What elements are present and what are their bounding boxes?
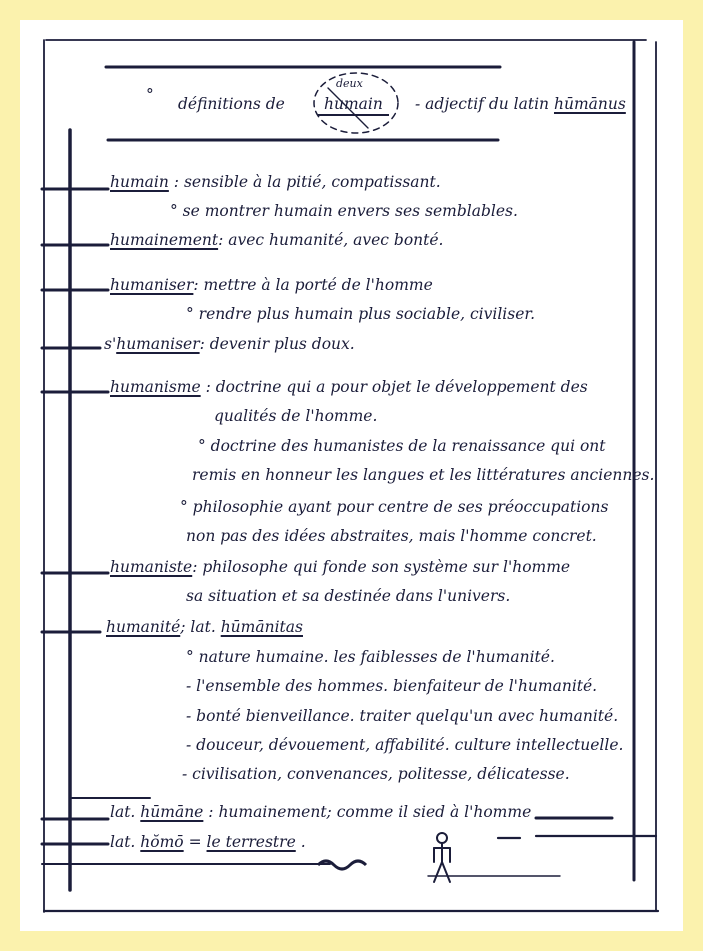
prefix-humane: lat. <box>110 803 136 821</box>
humanite-line-2: - l'ensemble des hommes. bienfaiteur de l'humanité. <box>186 677 598 695</box>
def-humain-1: : sensible à la pitié, compatissant. <box>173 173 441 191</box>
def-s-humaniser: : devenir plus doux. <box>199 335 355 353</box>
title-suffix-term: hūmānus <box>553 95 626 113</box>
stick-figure-icon <box>424 830 460 886</box>
eq-homo: = <box>188 833 202 851</box>
term-humaniser: humaniser <box>110 276 194 294</box>
def-homo: le terrestre <box>206 833 296 851</box>
latin-humanitas: hūmānitas <box>220 618 303 636</box>
def-humane: : humainement; comme il sied à l'homme <box>208 803 532 821</box>
title-bullet: ° <box>146 86 154 104</box>
entry-humanisme <box>110 377 588 397</box>
title-prefix: définitions de <box>178 95 285 113</box>
entry-s-humaniser <box>104 334 355 354</box>
def-humanisme-3: ° philosophie ayant pour centre de ses préoccupations <box>180 498 609 516</box>
def-humainement: : avec humanité, avec bonté. <box>218 231 444 249</box>
entry-humain <box>110 172 441 192</box>
humanite-line-5: - civilisation, convenances, politesse, délicatesse. <box>182 765 570 783</box>
def-homo-end: . <box>300 833 306 851</box>
humanite-line-1: ° nature humaine. les faiblesses de l'humanité. <box>186 648 555 666</box>
humanite-line-4: - douceur, dévouement, affabilité. culture intellectuelle. <box>186 736 624 754</box>
def-humain-2: ° se montrer humain envers ses semblables. <box>170 202 518 220</box>
def-humaniste-1: : philosophe qui fonde son système sur l'homme <box>192 558 571 576</box>
entry-humaniser <box>110 275 433 295</box>
def-humanisme-3b: non pas des idées abstraites, mais l'homme concret. <box>186 527 597 545</box>
term-humane: hūmāne <box>140 803 204 821</box>
entry-humaniste <box>110 557 570 577</box>
title-suffix-text: - adjectif du latin <box>415 95 550 113</box>
title-term <box>318 94 389 116</box>
entry-humainement <box>110 230 443 250</box>
title-doodle: deux <box>336 77 363 90</box>
entry-humane <box>110 802 531 822</box>
def-humaniste-1b: sa situation et sa destinée dans l'univers. <box>186 587 511 605</box>
term-humanisme: humanisme <box>110 378 201 396</box>
def-humanisme-1b: qualités de l'homme. <box>214 407 378 425</box>
term-humainement: humainement <box>110 231 219 249</box>
term-s-humaniser: humaniser <box>116 335 200 353</box>
title-suffix <box>415 94 626 114</box>
prefix-s-humaniser: s' <box>104 335 117 353</box>
humanite-line-3: - bonté bienveillance. traiter quelqu'un avec humanité. <box>186 707 619 725</box>
term-humanite: humanité <box>106 618 181 636</box>
term-homo: hŏmō <box>140 833 184 851</box>
prefix-homo: lat. <box>110 833 136 851</box>
def-humaniser-1: : mettre à la porté de l'homme <box>193 276 433 294</box>
def-humanisme-1: : doctrine qui a pour objet le développement des <box>205 378 588 396</box>
title-term-text: humain <box>318 94 389 116</box>
def-humanisme-2: ° doctrine des humanistes de la renaissance qui ont <box>198 437 606 455</box>
def-humanite-1: ; lat. <box>180 618 216 636</box>
entry-homo <box>110 832 306 852</box>
term-humaniste: humaniste <box>110 558 193 576</box>
def-humanisme-2b: remis en honneur les langues et les littératures anciennes. <box>192 466 655 484</box>
entry-humanite <box>106 617 303 637</box>
term-humain: humain <box>110 173 169 191</box>
def-humaniser-2: ° rendre plus humain plus sociable, civiliser. <box>186 305 536 323</box>
